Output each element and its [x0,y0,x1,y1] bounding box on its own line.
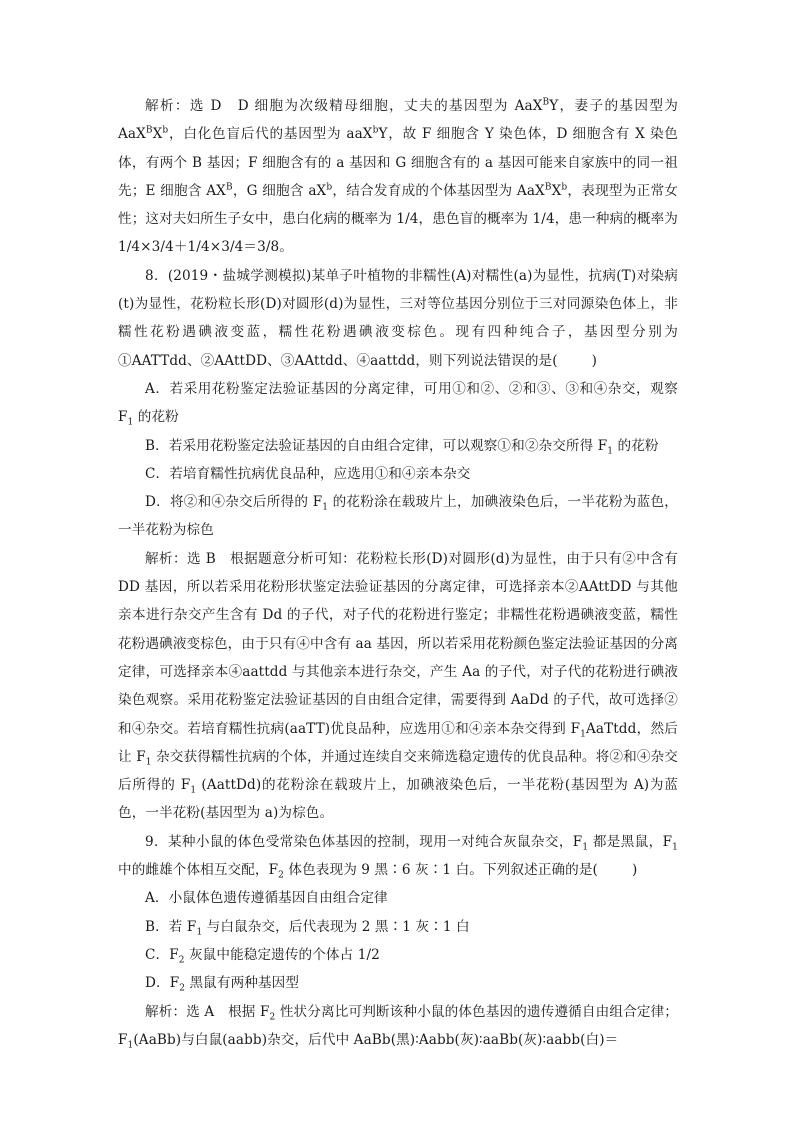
document-page [118,92,678,1054]
analysis-q8: 解析：选 B 根据题意分析可知：花粉粒长形(D)对圆形(d)为显性，由于只有②中含有 DD 基因，所以若采用花粉形状鉴定法验证基因的分离定律，可选择亲本②AAttDD 与其他亲本进行杂交产生含有 Dd 的子代，对子代的花粉进行鉴定；非糯性花粉遇碘液变蓝，糯性花粉遇碘液变棕色，由于只有④中含有 aa 基因，所以若采用花粉颜色鉴定法验证基因的分离定律，可选择亲本④aattdd 与其他亲本进行杂交，产生 Aa 的子代，对子代的花粉进行碘液染色观察。采用花粉鉴定法验证基因的自由组合定律，需要得到 AaDd 的子代，故可选择②和④杂交。若培育糯性抗病(aaTT)优良品种，应选用①和④亲本杂交得到 $F_1AaTtdd$，然后让 $F_1$ 杂交获得糯性抗病的个体，并通过连续自交来筛选稳定遗传的优良品种。将②和④杂交后所得的 $F_1$ (AattDd)的花粉涂在载玻片上，加碘液染色后，一半花粉(基因型为 A)为蓝色，一半花粉(基因型为 a)为棕色。 [118,550,678,822]
question-9-option-d: D．$F_2$ 黑鼠有两种基因型 [145,975,300,994]
question-9-stem: 9．某种小鼠的体色受常染色体基因的控制，现用一对纯合灰鼠杂交，$F_1$ 都是黑鼠，$F_1$ 中的雌雄个体相互交配，$F_2$ 体色表现为 9 黑∶6 灰∶1 白。下列叙述正确的是( ) [118,833,678,881]
question-9-option-a: A．小鼠体色遗传遵循基因自由组合定律 [145,890,388,907]
question-8-option-d: D．将②和④杂交后所得的 $F_1$ 的花粉涂在载玻片上，加碘液染色后，一半花粉为蓝色，一半花粉为棕色 [118,494,678,539]
analysis-q7: 解析：选 D D 细胞为次级精母细胞，丈夫的基因型为 AaX$^B$Y，妻子的基因型为 $AaX^BX^b$，白化色盲后代的基因型为 aaX$^b$Y，故 F 细胞含 Y 染色体，D 细胞含有 X 染色体，有两个 B 基因；F 细胞含有的 a 基因和 G 细胞含有的 a 基因可能来自家族中的同一祖先；E 细胞含 $AX^B$，G 细胞含 $aX^b$，结合发育成的个体基因型为 $AaX^BX^b$，表现型为正常女性；这对夫妇所生子女中，患白化病的概率为 1/4，患色盲的概率为 1/4，患一种病的概率为 1/4×3/4＋1/4×3/4＝3/8。 [118,97,679,256]
question-9-option-b: B．若 $F_1$ 与白鼠杂交，后代表现为 2 黑∶1 灰∶1 白 [145,918,470,938]
question-9-option-c: C．$F_2$ 灰鼠中能稳定遗传的个体占 1/2 [145,946,380,966]
question-8-option-a: A．若采用花粉鉴定法验证基因的分离定律，可用①和②、②和③、③和④杂交，观察 $F_1$ 的花粉 [118,380,678,428]
analysis-q9: 解析：选 A 根据 $F_2$ 性状分离比可判断该种小鼠的体色基因的遗传遵循自由组合定律；$F_1(AaBb)$与白鼠(aabb)杂交，后代中 AaBb(黑)∶Aabb(灰)∶aaBb(灰)∶aabb(白)＝ [118,1003,678,1051]
question-8-option-b: B．若采用花粉鉴定法验证基因的自由组合定律，可以观察①和②杂交所得 $F_1$ 的花粉 [145,437,659,457]
question-8-stem: 8．(2019・盐城学测模拟)某单子叶植物的非糯性(A)对糯性(a)为显性，抗病(T)对染病(t)为显性，花粉粒长形(D)对圆形(d)为显性，三对等位基因分别位于三对同源染色体上，非糯性花粉遇碘液变蓝，糯性花粉遇碘液变棕色。现有四种纯合子，基因型分别为①AATTdd、②AAttDD、③AAttdd、④aattdd，则下列说法错误的是( ) [118,267,678,369]
question-8-option-c: C．若培育糯性抗病优良品种，应选用①和④亲本杂交 [145,465,471,482]
